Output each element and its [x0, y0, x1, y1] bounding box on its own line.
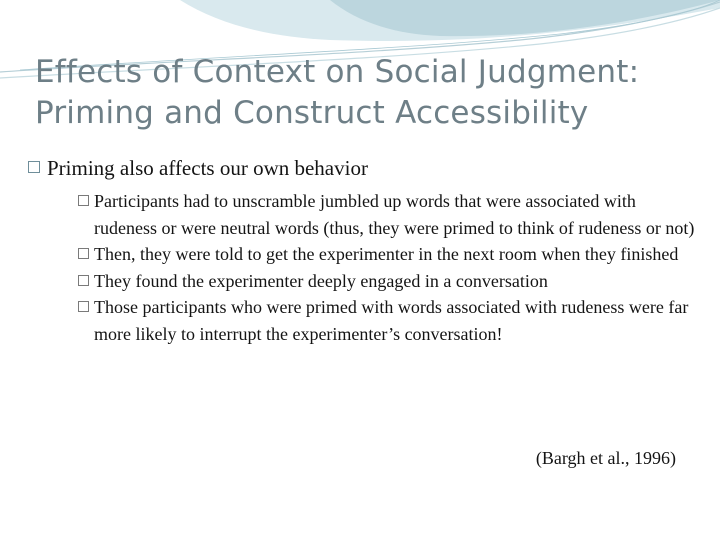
main-bullet-text: Priming also affects our own behavior [47, 156, 368, 180]
sub-bullet-item [94, 268, 698, 295]
title-line-2: Priming and Construct Accessibility [35, 95, 589, 131]
sub-bullet-text: Participants had to unscramble jumbled up words that were associated with rudeness or were neutral words (thus, they were primed to think of rudeness or not) [94, 191, 695, 238]
citation: (Bargh et al., 1996) [535, 448, 676, 468]
sub-bullet-item [94, 188, 698, 241]
sub-bullet-text: They found the experimenter deeply engaged in a conversation [94, 270, 548, 291]
slide-body [28, 154, 698, 347]
square-bullet-icon [78, 195, 89, 206]
sub-bullet-text: Those participants who were primed with words associated with rudeness were far more likely to interrupt the experimenter’s conversation! [94, 297, 689, 344]
square-bullet-icon [78, 248, 89, 259]
square-bullet-icon [78, 275, 89, 286]
main-bullet-point [28, 154, 698, 182]
sub-bullet-text: Then, they were told to get the experimenter in the next room when they finished [94, 244, 679, 264]
square-bullet-icon [28, 161, 40, 173]
sub-bullet-item [94, 294, 698, 347]
sub-bullet-item [94, 241, 698, 268]
slide-title [35, 52, 705, 134]
title-line-1: Effects of Context on Social Judgment: [35, 54, 640, 90]
sub-bullet-list [28, 188, 698, 347]
square-bullet-icon [78, 301, 89, 312]
